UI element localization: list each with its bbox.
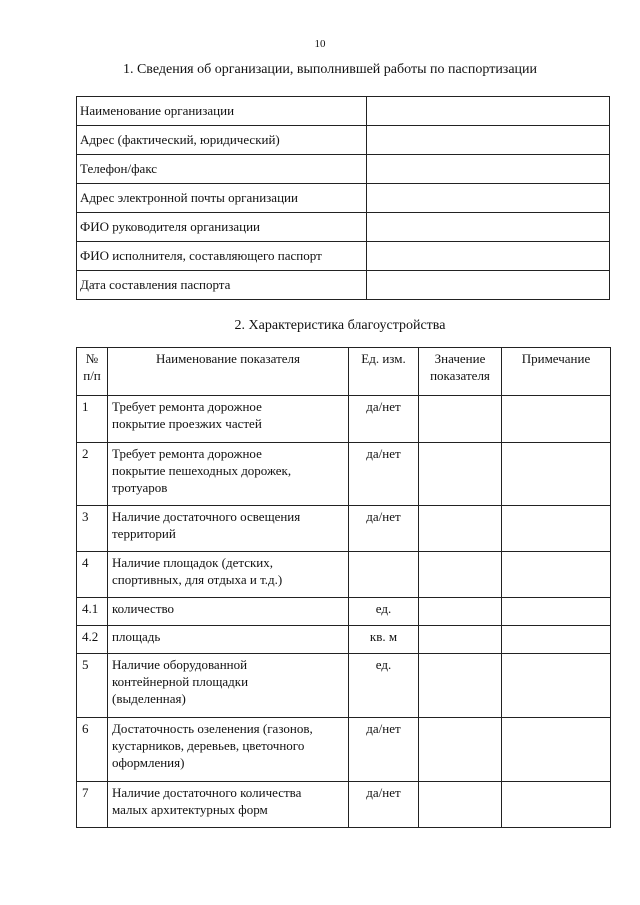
row-note[interactable]: [502, 552, 611, 598]
section-1-title: 1. Сведения об организации, выполнившей работы по паспортизации: [122, 62, 538, 77]
row-unit: ед.: [349, 598, 419, 626]
org-field-value[interactable]: [367, 126, 610, 155]
row-indicator-name: Требует ремонта дорожное покрытие проезжих частей: [108, 396, 349, 443]
row-indicator-name: Достаточность озеленения (газонов, кустарников, деревьев, цветочного оформления): [108, 718, 349, 782]
org-field-label: Адрес электронной почты организации: [77, 184, 367, 213]
row-value[interactable]: [419, 782, 502, 828]
row-note[interactable]: [502, 506, 611, 552]
row-value[interactable]: [419, 626, 502, 654]
table-row: [77, 396, 611, 443]
row-unit: ед.: [349, 654, 419, 718]
table-row: [77, 213, 610, 242]
row-value[interactable]: [419, 443, 502, 506]
row-unit: да/нет: [349, 506, 419, 552]
row-value[interactable]: [419, 654, 502, 718]
row-num: 5: [77, 654, 108, 718]
section-2-title: 2. Характеристика благоустройства: [234, 318, 446, 333]
org-field-label: ФИО руководителя организации: [77, 213, 367, 242]
row-note[interactable]: [502, 654, 611, 718]
org-field-label: Наименование организации: [77, 97, 367, 126]
row-value[interactable]: [419, 598, 502, 626]
table-row: [77, 598, 611, 626]
table-header-row: [77, 348, 611, 396]
row-note[interactable]: [502, 718, 611, 782]
table-row: [77, 552, 611, 598]
row-unit: да/нет: [349, 443, 419, 506]
org-field-value[interactable]: [367, 155, 610, 184]
header-unit: Ед. изм.: [349, 348, 419, 396]
row-value[interactable]: [419, 506, 502, 552]
org-field-label: Адрес (фактический, юридический): [77, 126, 367, 155]
row-num: 6: [77, 718, 108, 782]
row-indicator-name: Наличие оборудованной контейнерной площадки (выделенная): [108, 654, 349, 718]
row-unit: да/нет: [349, 396, 419, 443]
row-indicator-name: количество: [108, 598, 349, 626]
row-unit: кв. м: [349, 626, 419, 654]
row-num: 4.1: [77, 598, 108, 626]
row-note[interactable]: [502, 396, 611, 443]
table-row: [77, 184, 610, 213]
row-num: 3: [77, 506, 108, 552]
row-note[interactable]: [502, 598, 611, 626]
row-indicator-name: Наличие достаточного освещения территорий: [108, 506, 349, 552]
org-field-label: Телефон/факс: [77, 155, 367, 184]
table-row: [77, 626, 611, 654]
org-field-value[interactable]: [367, 242, 610, 271]
table-row: [77, 242, 610, 271]
row-value[interactable]: [419, 396, 502, 443]
org-field-label: ФИО исполнителя, составляющего паспорт: [77, 242, 367, 271]
row-indicator-name: Наличие площадок (детских, спортивных, для отдыха и т.д.): [108, 552, 349, 598]
row-unit: [349, 552, 419, 598]
header-num: № п/п: [77, 348, 108, 396]
table-row: [77, 782, 611, 828]
org-field-value[interactable]: [367, 184, 610, 213]
row-num: 7: [77, 782, 108, 828]
table-row: [77, 126, 610, 155]
row-value[interactable]: [419, 552, 502, 598]
row-note[interactable]: [502, 443, 611, 506]
improvement-characteristics-table: [76, 347, 611, 828]
org-field-label: Дата составления паспорта: [77, 271, 367, 300]
org-field-value[interactable]: [367, 97, 610, 126]
page-number: 10: [314, 38, 326, 50]
row-num: 2: [77, 443, 108, 506]
row-unit: да/нет: [349, 718, 419, 782]
table-row: [77, 443, 611, 506]
table-row: [77, 718, 611, 782]
row-indicator-name: Требует ремонта дорожное покрытие пешеходных дорожек, тротуаров: [108, 443, 349, 506]
row-indicator-name: площадь: [108, 626, 349, 654]
table-row: [77, 506, 611, 552]
organization-info-table: [76, 96, 610, 300]
table-row: [77, 155, 610, 184]
row-unit: да/нет: [349, 782, 419, 828]
row-num: 4.2: [77, 626, 108, 654]
org-field-value[interactable]: [367, 213, 610, 242]
row-value[interactable]: [419, 718, 502, 782]
row-num: 4: [77, 552, 108, 598]
row-note[interactable]: [502, 782, 611, 828]
header-indicator-name: Наименование показателя: [108, 348, 349, 396]
row-note[interactable]: [502, 626, 611, 654]
org-field-value[interactable]: [367, 271, 610, 300]
header-value: Значение показателя: [419, 348, 502, 396]
table-row: [77, 271, 610, 300]
table-row: [77, 654, 611, 718]
table-row: [77, 97, 610, 126]
row-num: 1: [77, 396, 108, 443]
row-indicator-name: Наличие достаточного количества малых архитектурных форм: [108, 782, 349, 828]
header-note: Примечание: [502, 348, 611, 396]
